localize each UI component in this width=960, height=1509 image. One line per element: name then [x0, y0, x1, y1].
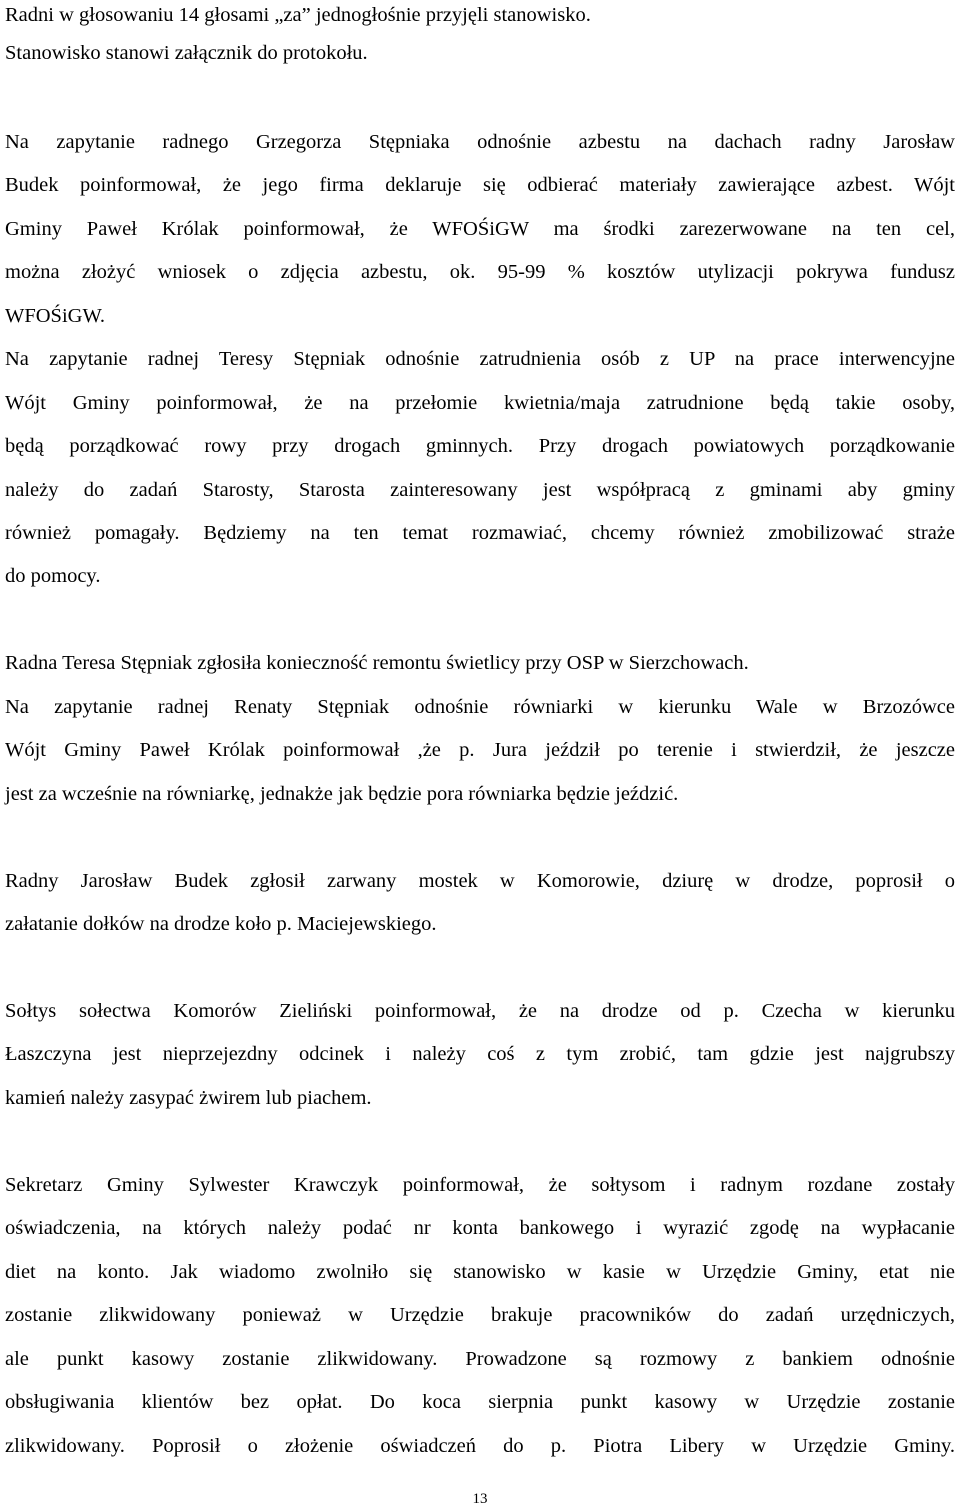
- text-line: Łaszczyna jest nieprzejezdny odcinek i należy coś z tym zrobić, tam gdzie jest najgrubszy: [5, 1043, 955, 1065]
- text-line: Wójt Gminy Paweł Królak poinformował ,że p. Jura jeździł po terenie i stwierdził, że jeszcze: [5, 739, 955, 761]
- text-line: można złożyć wniosek o zdjęcia azbestu, ok. 95-99 % kosztów utylizacji pokrywa fundusz: [5, 261, 955, 283]
- text-line: Na zapytanie radnego Grzegorza Stępniaka odnośnie azbestu na dachach radny Jarosław: [5, 131, 955, 153]
- text-line: diet na konto. Jak wiadomo zwolniło się stanowisko w kasie w Urzędzie Gminy, etat nie: [5, 1261, 955, 1283]
- text-line: będą porządkować rowy przy drogach gminnych. Przy drogach powiatowych porządkowanie: [5, 435, 955, 457]
- text-line: załatanie dołków na drodze koło p. Maciejewskiego.: [5, 913, 437, 935]
- text-line: należy do zadań Starosty, Starosta zainteresowany jest współpracą z gminami aby gminy: [5, 479, 955, 501]
- text-line: oświadczenia, na których należy podać nr konta bankowego i wyrazić zgodę na wypłacanie: [5, 1217, 955, 1239]
- text-line: Radna Teresa Stępniak zgłosiła konieczność remontu świetlicy przy OSP w Sierzchowach.: [5, 652, 749, 674]
- text-line: zlikwidowany. Poprosił o złożenie oświadczeń do p. Piotra Libery w Urzędzie Gminy.: [5, 1435, 955, 1457]
- text-line: zostanie zlikwidowany ponieważ w Urzędzie brakuje pracowników do zadań urzędniczych,: [5, 1304, 955, 1326]
- text-line: WFOŚiGW.: [5, 305, 106, 327]
- text-line: jest za wcześnie na równiarkę, jednakże jak będzie pora równiarka będzie jeździć.: [5, 783, 679, 805]
- text-line: Na zapytanie radnej Renaty Stępniak odnośnie równiarki w kierunku Wale w Brzozówce: [5, 696, 955, 718]
- text-line: ale punkt kasowy zostanie zlikwidowany. Prowadzone są rozmowy z bankiem odnośnie: [5, 1348, 955, 1370]
- text-line: Gminy Paweł Królak poinformował, że WFOŚiGW ma środki zarezerwowane na ten cel,: [5, 218, 955, 240]
- text-line: Stanowisko stanowi załącznik do protokołu.: [5, 42, 368, 64]
- text-line: Radni w głosowaniu 14 głosami „za” jednogłośnie przyjęli stanowisko.: [5, 4, 591, 26]
- text-line: Budek poinformował, że jego firma deklaruje się odbierać materiały zawierające azbest. Wójt: [5, 174, 955, 196]
- text-line: Sołtys sołectwa Komorów Zieliński poinformował, że na drodze od p. Czecha w kierunku: [5, 1000, 955, 1022]
- text-line: Sekretarz Gminy Sylwester Krawczyk poinformował, że sołtysom i radnym rozdane zostały: [5, 1174, 955, 1196]
- text-line: kamień należy zasypać żwirem lub piachem.: [5, 1087, 372, 1109]
- text-line: Wójt Gminy poinformował, że na przełomie kwietnia/maja zatrudnione będą takie osoby,: [5, 392, 955, 414]
- text-line: do pomocy.: [5, 565, 101, 587]
- text-line: również pomagały. Będziemy na ten temat rozmawiać, chcemy również zmobilizować straże: [5, 522, 955, 544]
- page-number: 13: [472, 1491, 488, 1507]
- text-line: obsługiwania klientów bez opłat. Do koca sierpnia punkt kasowy w Urzędzie zostanie: [5, 1391, 955, 1413]
- text-line: Radny Jarosław Budek zgłosił zarwany mostek w Komorowie, dziurę w drodze, poprosił o: [5, 870, 955, 892]
- text-line: Na zapytanie radnej Teresy Stępniak odnośnie zatrudnienia osób z UP na prace interwencyjne: [5, 348, 955, 370]
